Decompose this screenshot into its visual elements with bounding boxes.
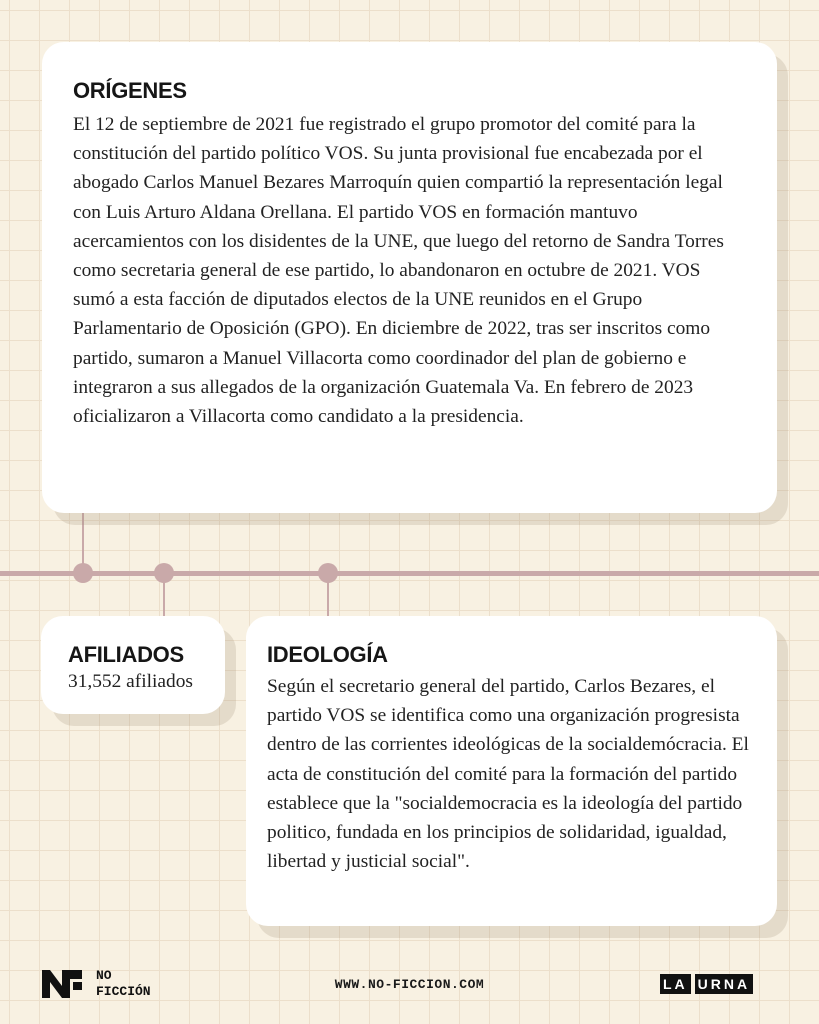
timeline-dot (154, 563, 174, 583)
no-ficcion-logo-line2: FICCIÓN (96, 984, 151, 999)
afiliados-card (41, 616, 225, 714)
ideologia-text: Según el secretario general del partido, Carlos Bezares, el partido VOS se identifica como una organización progresista dentro de las corrientes ideológicas de la socialdemócracia. El acta de constitución del comité para la formación del partido establece que la "socialdemocracia es la ideología del partido politico, fundada en los principios de solidaridad, igualdad, libertad y justicial social". (267, 676, 749, 873)
ideologia-card (246, 616, 777, 926)
afiliados-title: AFILIADOS (68, 642, 184, 667)
la-urna-logo-word1: LA (660, 974, 691, 994)
no-ficcion-logo-line1: NO (96, 968, 112, 983)
origenes-text: El 12 de septiembre de 2021 fue registrado el grupo promotor del comité para la constitución del partido político VOS. Su junta provisional fue encabezada por el abogado Carlos Manuel Bezares Marroquín quien compartió la representación legal con Luis Arturo Aldana Orellana. El partido VOS en formación mantuvo acercamientos con los disidentes de la UNE, que luego del retorno de Sandra Torres como secretaria general de ese partido, lo abandonaron en octubre de 2021. VOS sumó a esta facción de diputados electos de la UNE reunidos en el Grupo Parlamentario de Oposición (GPO). En diciembre de 2022, tras ser inscritos como partido, sumaron a Manuel Villacorta como coordinador del plan de gobierno e integraron a sus allegados de la organización Guatemala Va. En febrero de 2023 oficializaron a Villacorta como candidato a la presidencia. (73, 114, 724, 428)
origenes-card (42, 42, 777, 513)
origenes-title: ORÍGENES (73, 78, 187, 103)
timeline-line (0, 571, 819, 576)
timeline-dot (73, 563, 93, 583)
website-url: WWW.NO-FICCION.COM (334, 977, 485, 992)
la-urna-logo-word2: URNA (695, 974, 753, 994)
timeline-dot (318, 563, 338, 583)
la-urna-logo (660, 974, 753, 994)
afiliados-text: 31,552 afiliados (68, 671, 193, 692)
ideologia-title: IDEOLOGÍA (267, 642, 388, 667)
